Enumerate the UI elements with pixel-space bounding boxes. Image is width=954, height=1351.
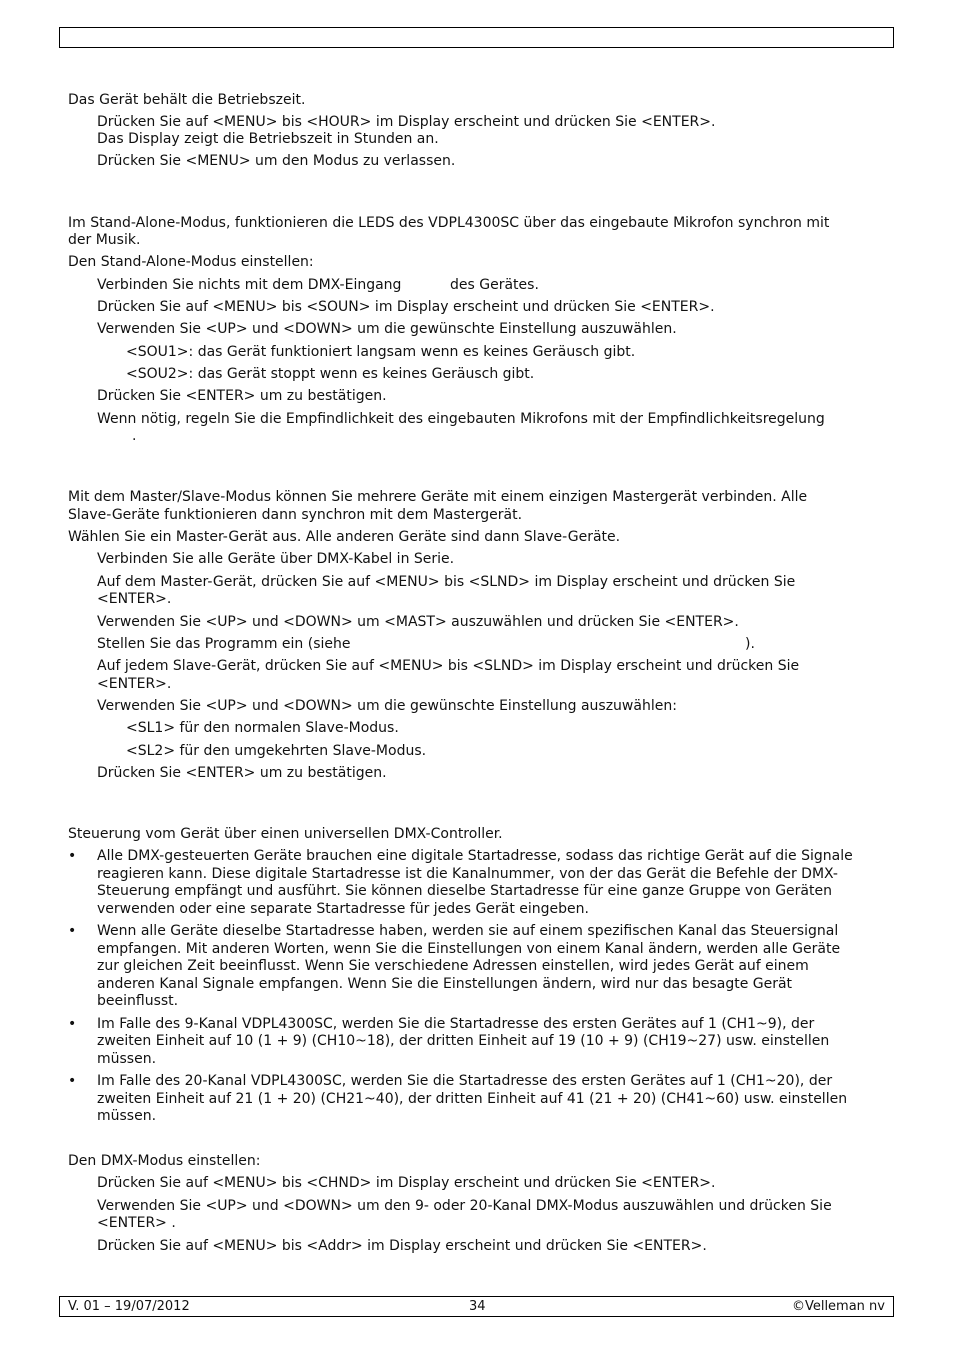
standalone-step-1-end: des Gerätes.: [450, 277, 539, 293]
hours-intro: Das Gerät behält die Betriebszeit.: [68, 92, 306, 108]
footer-page-number: 34: [469, 1299, 486, 1314]
dmx-bullet-2-line-2: empfangen. Mit anderen Worten, wenn Sie die Einstellungen von einem Kanal ändern, werden alle Geräte: [97, 941, 841, 957]
masterslave-step-2-cont: <ENTER>.: [97, 591, 172, 607]
masterslave-intro-cont: Slave-Geräte funktionieren dann synchron mit dem Mastergerät.: [68, 507, 523, 523]
standalone-intro-cont: der Musik.: [68, 232, 141, 248]
dmx-intro: Steuerung vom Gerät über einen universellen DMX-Controller.: [68, 826, 503, 842]
bullet-symbol: •: [68, 1016, 77, 1032]
hours-step-1-cont: Das Display zeigt die Betriebszeit in Stunden an.: [97, 131, 439, 147]
masterslave-step-5: Auf jedem Slave-Gerät, drücken Sie auf <MENU> bis <SLND> im Display erscheint und drücken Sie: [97, 658, 800, 674]
masterslave-step-3: Verwenden Sie <UP> und <DOWN> um <MAST> auszuwählen und drücken Sie <ENTER>.: [97, 614, 739, 630]
standalone-step-5-end: .: [132, 428, 137, 444]
masterslave-select: Wählen Sie ein Master-Gerät aus. Alle anderen Geräte sind dann Slave-Geräte.: [68, 529, 621, 545]
standalone-step-5: Wenn nötig, regeln Sie die Empfindlichkeit des eingebauten Mikrofons mit der Empfindlichkeitsregelung: [97, 411, 825, 427]
dmx-step-1: Drücken Sie auf <MENU> bis <CHND> im Display erscheint und drücken Sie <ENTER>.: [97, 1175, 716, 1191]
footer-box: [59, 1296, 894, 1317]
dmx-bullet-1-line-4: verwenden oder eine separate Startadresse für jedes Gerät eingeben.: [97, 901, 589, 917]
standalone-option-1: <SOU1>: das Gerät funktioniert langsam wenn es keines Geräusch gibt.: [126, 344, 636, 360]
dmx-bullet-3: Im Falle des 9-Kanal VDPL4300SC, werden Sie die Startadresse des ersten Gerätes auf 1 (CH1~9), der: [97, 1016, 815, 1032]
standalone-option-2: <SOU2>: das Gerät stoppt wenn es keines Geräusch gibt.: [126, 366, 535, 382]
header-box: [59, 27, 894, 48]
dmx-bullet-4: Im Falle des 20-Kanal VDPL4300SC, werden Sie die Startadresse des ersten Gerätes auf 1 (CH1~20), der: [97, 1073, 833, 1089]
dmx-step-3: Drücken Sie auf <MENU> bis <Addr> im Display erscheint und drücken Sie <ENTER>.: [97, 1238, 707, 1254]
standalone-step-1: Verbinden Sie nichts mit dem DMX-Eingang: [97, 277, 402, 293]
masterslave-intro: Mit dem Master/Slave-Modus können Sie mehrere Geräte mit einem einzigen Mastergerät verbinden. Alle: [68, 489, 808, 505]
footer-version: V. 01 – 19/07/2012: [68, 1299, 190, 1314]
masterslave-step-7: Drücken Sie <ENTER> um zu bestätigen.: [97, 765, 387, 781]
standalone-intro: Im Stand-Alone-Modus, funktionieren die LEDS des VDPL4300SC über das eingebaute Mikrofon synchron mit: [68, 215, 830, 231]
masterslave-step-5-cont: <ENTER>.: [97, 676, 172, 692]
dmx-bullet-2-line-3: zur gleichen Zeit beeinflusst. Wenn Sie verschiedene Adressen einstellen, wird jedes Gerät auf einem: [97, 958, 809, 974]
dmx-bullet-2-line-5: beeinflusst.: [97, 993, 179, 1009]
masterslave-option-2: <SL2> für den umgekehrten Slave-Modus.: [126, 743, 427, 759]
masterslave-option-1: <SL1> für den normalen Slave-Modus.: [126, 720, 399, 736]
footer-company: ©Velleman nv: [791, 1299, 885, 1314]
masterslave-step-1: Verbinden Sie alle Geräte über DMX-Kabel in Serie.: [97, 551, 455, 567]
masterslave-step-6: Verwenden Sie <UP> und <DOWN> um die gewünschte Einstellung auszuwählen:: [97, 698, 677, 714]
dmx-bullet-3-line-3: müssen.: [97, 1051, 157, 1067]
dmx-bullet-1-line-3: Steuerung empfängt und ausführt. Sie können dieselbe Startadresse für eine ganze Gruppe von Geräten: [97, 883, 832, 899]
hours-step-2: Drücken Sie <MENU> um den Modus zu verlassen.: [97, 153, 456, 169]
standalone-setup: Den Stand-Alone-Modus einstellen:: [68, 254, 314, 270]
dmx-bullet-3-line-2: zweiten Einheit auf 10 (1 + 9) (CH10~18), der dritten Einheit auf 19 (10 + 9) (CH19~27) usw. einstellen: [97, 1033, 830, 1049]
standalone-step-3: Verwenden Sie <UP> und <DOWN> um die gewünschte Einstellung auszuwählen.: [97, 321, 677, 337]
bullet-symbol: •: [68, 1073, 77, 1089]
bullet-symbol: •: [68, 923, 77, 939]
standalone-step-2: Drücken Sie auf <MENU> bis <SOUN> im Display erscheint und drücken Sie <ENTER>.: [97, 299, 715, 315]
dmx-bullet-1-line-2: reagieren kann. Diese digitale Startadresse ist die Kanalnummer, von der das Gerät die Befehle der DMX-: [97, 866, 838, 882]
dmx-bullet-4-line-2: zweiten Einheit auf 21 (1 + 20) (CH21~40), der dritten Einheit auf 41 (21 + 20) (CH41~60) usw. einstellen: [97, 1091, 848, 1107]
dmx-bullet-2-line-4: anderen Kanal Signale empfangen. Wenn Sie die Einstellungen ändern, wird nur das besagte Gerät: [97, 976, 793, 992]
hours-step-1: Drücken Sie auf <MENU> bis <HOUR> im Display erscheint und drücken Sie <ENTER>.: [97, 114, 716, 130]
dmx-setup: Den DMX-Modus einstellen:: [68, 1153, 261, 1169]
dmx-bullet-1: Alle DMX-gesteuerten Geräte brauchen eine digitale Startadresse, sodass das richtige Gerät auf die Signale: [97, 848, 853, 864]
dmx-bullet-2: Wenn alle Geräte dieselbe Startadresse haben, werden sie auf einem spezifischen Kanal das Steuersignal: [97, 923, 839, 939]
standalone-step-4: Drücken Sie <ENTER> um zu bestätigen.: [97, 388, 387, 404]
dmx-step-2-cont: <ENTER> .: [97, 1215, 176, 1231]
masterslave-step-2: Auf dem Master-Gerät, drücken Sie auf <MENU> bis <SLND> im Display erscheint und drücken Sie: [97, 574, 796, 590]
bullet-symbol: •: [68, 848, 77, 864]
masterslave-step-4: Stellen Sie das Programm ein (siehe: [97, 636, 351, 652]
masterslave-step-4-end: ).: [745, 636, 755, 652]
dmx-bullet-4-line-3: müssen.: [97, 1108, 157, 1124]
dmx-step-2: Verwenden Sie <UP> und <DOWN> um den 9- oder 20-Kanal DMX-Modus auszuwählen und drücken Sie: [97, 1198, 832, 1214]
